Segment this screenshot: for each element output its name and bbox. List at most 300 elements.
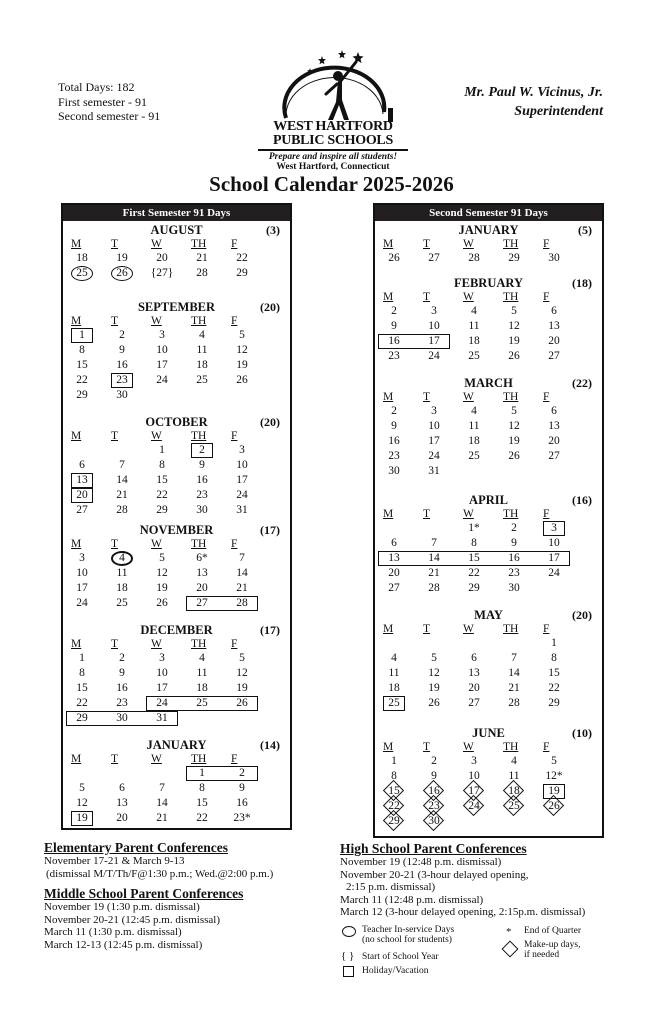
holiday-range-box [378, 551, 570, 566]
weekday-label: F [231, 753, 238, 765]
day-number: 6 [551, 305, 557, 317]
day-number: 15 [468, 552, 480, 564]
day-number: 19 [236, 682, 248, 694]
calendar-day [423, 581, 463, 596]
day-number: 5 [239, 652, 245, 664]
day-number: 4 [199, 652, 205, 664]
calendar-day [503, 681, 543, 696]
calendar-day [383, 319, 423, 334]
day-number: 29 [548, 697, 560, 709]
day-number: 1 [199, 767, 205, 779]
weekday-label: F [543, 741, 550, 753]
day-number: 2 [119, 652, 125, 664]
month-title [63, 300, 290, 314]
calendar-day [543, 404, 583, 419]
week-row [63, 666, 290, 681]
calendar-day [463, 304, 503, 319]
calendar-day [503, 769, 543, 784]
day-number: 2 [431, 755, 437, 767]
day-number: 4 [391, 652, 397, 664]
calendar-day [151, 503, 191, 518]
day-number: 8 [471, 537, 477, 549]
weekday-label: M [71, 238, 82, 250]
month-name: NOVEMBER [139, 523, 214, 537]
calendar-day [71, 551, 111, 566]
calendar-day [423, 419, 463, 434]
weekday-label: T [111, 638, 119, 650]
day-number: 15 [156, 474, 168, 486]
week-row [375, 696, 602, 711]
day-number: 1 [79, 652, 85, 664]
calendar-day [463, 434, 503, 449]
calendar-day [111, 596, 151, 611]
second-semester-days: Second semester - 91 [58, 109, 161, 123]
calendar-day [191, 581, 231, 596]
day-number: 22 [76, 374, 88, 386]
second-semester-title: Second Semester 91 Days [375, 205, 602, 221]
day-number: 16 [116, 359, 128, 371]
day-number: 26 [428, 697, 440, 709]
day-number: 26 [236, 697, 248, 709]
calendar-day [463, 581, 503, 596]
calendar-day [231, 488, 271, 503]
calendar-day [191, 328, 231, 343]
day-number: 5 [159, 552, 165, 564]
day-number: 25 [196, 697, 208, 709]
day-number: 12* [545, 770, 563, 782]
district-name-line2: PUBLIC SCHOOLS [258, 134, 408, 151]
superintendent-title: Superintendent [514, 104, 603, 119]
day-number: 6 [551, 405, 557, 417]
calendar-day [503, 334, 543, 349]
calendar-day [503, 566, 543, 581]
day-number: 2 [391, 405, 397, 417]
calendar-day [71, 811, 111, 826]
week-row [375, 404, 602, 419]
day-number: 12 [236, 344, 248, 356]
calendar-day [71, 343, 111, 358]
calendar-day [151, 811, 191, 826]
day-number: 4 [511, 755, 517, 767]
high-conferences-line: November 20-21 (3-hour delayed opening, [340, 868, 529, 881]
week-row [375, 814, 602, 829]
day-number: 15 [76, 359, 88, 371]
calendar-day [463, 681, 503, 696]
month-day-count: (18) [572, 276, 592, 290]
calendar-day [231, 328, 271, 343]
weekday-label: TH [503, 291, 519, 303]
weekday-label: F [231, 315, 238, 327]
day-number: 11 [116, 567, 128, 579]
day-number: 29 [508, 252, 520, 264]
calendar-day [191, 488, 231, 503]
first-semester-days: First semester - 91 [58, 94, 147, 109]
calendar-day [503, 349, 543, 364]
calendar-day [191, 681, 231, 696]
calendar-day [151, 796, 191, 811]
day-number: 20 [548, 335, 560, 347]
day-number: 8 [159, 459, 165, 471]
day-number: 6 [79, 459, 85, 471]
calendar-day [231, 666, 271, 681]
day-number: 9 [119, 344, 125, 356]
day-number: 27 [468, 697, 480, 709]
calendar-day [543, 696, 583, 711]
week-row [375, 419, 602, 434]
elementary-middle-conferences [44, 840, 344, 951]
calendar-day [503, 404, 543, 419]
calendar-day [543, 251, 583, 266]
legend-teacher-inservice-note: (no school for students) [362, 935, 452, 945]
day-number: 17 [156, 359, 168, 371]
weekday-label: M [71, 638, 82, 650]
calendar-day [191, 566, 231, 581]
calendar-day [71, 566, 111, 581]
empty-day [503, 636, 543, 651]
day-number: 25 [116, 597, 128, 609]
calendar-day [423, 449, 463, 464]
district-logo-icon [258, 42, 408, 122]
day-number: 21 [428, 567, 440, 579]
calendar-day [111, 796, 151, 811]
week-row [63, 443, 290, 458]
empty-day [151, 766, 191, 781]
day-number: 11 [508, 770, 520, 782]
weekday-label: W [151, 753, 162, 765]
holiday-range-box [66, 711, 178, 726]
day-number: 14 [156, 797, 168, 809]
month-name: FEBRUARY [453, 276, 523, 290]
month-day-count: (14) [260, 738, 280, 752]
weekday-label: W [463, 741, 474, 753]
week-row [63, 781, 290, 796]
calendar-day [111, 343, 151, 358]
day-number: 13 [116, 797, 128, 809]
calendar-day [151, 343, 191, 358]
day-number: 13 [548, 320, 560, 332]
weekday-label: TH [191, 753, 207, 765]
calendar-day [503, 666, 543, 681]
calendar-day [503, 521, 543, 536]
day-number: 28 [236, 597, 248, 609]
day-number: 27 [76, 504, 88, 516]
week-row [63, 811, 290, 826]
high-conferences-line: 2:15 p.m. dismissal) [346, 881, 436, 893]
calendar-day [231, 343, 271, 358]
weekday-label: F [231, 430, 238, 442]
calendar-day [383, 251, 423, 266]
day-number: 20 [196, 582, 208, 594]
week-row [63, 266, 290, 281]
calendar-day [463, 536, 503, 551]
day-number: 21 [508, 682, 520, 694]
weekday-label: TH [191, 538, 207, 550]
calendar-day [151, 358, 191, 373]
empty-day [111, 766, 151, 781]
calendar-day [71, 251, 111, 266]
day-number: 10 [156, 344, 168, 356]
day-number: 24 [156, 697, 168, 709]
month-title [375, 726, 602, 740]
calendar-day [503, 434, 543, 449]
day-number: 19 [543, 784, 565, 799]
day-number: 26 [156, 597, 168, 609]
month-february [375, 276, 602, 364]
calendar-day [543, 449, 583, 464]
middle-conferences-line: November 19 (1:30 p.m. dismissal) [44, 901, 200, 913]
middle-conferences-line: March 11 (1:30 p.m. dismissal) [44, 926, 182, 938]
week-row [63, 651, 290, 666]
calendar-day [543, 349, 583, 364]
month-title [63, 415, 290, 429]
month-title [63, 523, 290, 537]
calendar-day [423, 754, 463, 769]
day-number: 7 [159, 782, 165, 794]
calendar-day [231, 781, 271, 796]
calendar-day [383, 536, 423, 551]
calendar-day [231, 373, 271, 388]
week-row [375, 769, 602, 784]
weekday-label: T [423, 238, 431, 250]
calendar-day [463, 799, 503, 814]
day-number: 16 [116, 682, 128, 694]
calendar-day [463, 666, 503, 681]
weekday-header [63, 429, 290, 443]
weekday-label: T [111, 753, 119, 765]
day-number: 12 [508, 420, 520, 432]
day-number: 24 [428, 350, 440, 362]
calendar-day [191, 651, 231, 666]
day-number: 25 [196, 374, 208, 386]
day-number: 31 [236, 504, 248, 516]
day-number: 28 [196, 267, 208, 279]
calendar-day [423, 536, 463, 551]
day-number: 30 [388, 465, 400, 477]
calendar-day [71, 388, 111, 403]
month-march [375, 376, 602, 479]
calendar-day [463, 566, 503, 581]
day-number: 20 [388, 567, 400, 579]
day-number: 29 [236, 267, 248, 279]
calendar-day [383, 349, 423, 364]
weekday-label: F [231, 538, 238, 550]
calendar-day [191, 266, 231, 281]
month-day-count: (22) [572, 376, 592, 390]
day-number: 11 [196, 667, 208, 679]
day-number: 16 [388, 335, 400, 347]
day-number: 21 [156, 812, 168, 824]
weekday-label: M [383, 391, 394, 403]
day-number: 23 [111, 373, 133, 388]
empty-day [231, 711, 271, 726]
day-number: 27 [548, 450, 560, 462]
day-number: 3 [159, 329, 165, 341]
empty-day [191, 388, 231, 403]
empty-day [463, 814, 503, 829]
month-day-count: (5) [578, 223, 592, 237]
empty-day [71, 443, 111, 458]
calendar-day [191, 666, 231, 681]
first-semester-panel [61, 203, 292, 830]
calendar-day [111, 503, 151, 518]
day-number: 30 [508, 582, 520, 594]
day-number: 12 [76, 797, 88, 809]
day-number: 2 [391, 305, 397, 317]
calendar-day [191, 796, 231, 811]
day-number: 8 [199, 782, 205, 794]
legend-makeup-note: if needed [524, 950, 560, 960]
calendar-day [231, 251, 271, 266]
day-number: 10 [548, 537, 560, 549]
day-number: 19 [428, 682, 440, 694]
calendar-day [543, 334, 583, 349]
calendar-day [191, 473, 231, 488]
empty-day [463, 636, 503, 651]
calendar-day [71, 458, 111, 473]
day-number: 18 [468, 435, 480, 447]
day-number: 23 [116, 697, 128, 709]
calendar-day [191, 343, 231, 358]
day-number: 13 [468, 667, 480, 679]
calendar-day [151, 373, 191, 388]
week-row [375, 304, 602, 319]
calendar-day [71, 266, 111, 281]
calendar-day [503, 581, 543, 596]
day-number: 28 [508, 697, 520, 709]
high-conferences-title: High School Parent Conferences [340, 841, 527, 856]
day-number: 31 [156, 712, 168, 724]
month-day-count: (20) [260, 300, 280, 314]
calendar-day [383, 581, 423, 596]
day-number: 2 [239, 767, 245, 779]
month-day-count: (17) [260, 523, 280, 537]
day-number: 8 [79, 344, 85, 356]
month-title [375, 276, 602, 290]
first-semester-title: First Semester 91 Days [63, 205, 290, 221]
calendar-day [423, 784, 463, 799]
day-number: 22 [383, 799, 405, 814]
day-number: 25 [503, 799, 525, 814]
day-number: 23 [388, 450, 400, 462]
week-row [375, 464, 602, 479]
month-may [375, 608, 602, 711]
month-december [63, 623, 290, 726]
calendar-day [191, 503, 231, 518]
calendar-day [463, 251, 503, 266]
month-name: SEPTEMBER [137, 300, 216, 314]
weekday-label: F [543, 291, 550, 303]
day-number: 17 [76, 582, 88, 594]
week-row [375, 251, 602, 266]
calendar-day [231, 443, 271, 458]
calendar-day [463, 521, 503, 536]
day-number: 22 [236, 252, 248, 264]
calendar-day [423, 666, 463, 681]
calendar-day [543, 784, 583, 799]
weekday-header [63, 637, 290, 651]
month-name: DECEMBER [140, 623, 213, 637]
week-row [63, 251, 290, 266]
weekday-label: W [463, 623, 474, 635]
month-title [375, 376, 602, 390]
calendar-day [423, 681, 463, 696]
calendar-day [231, 473, 271, 488]
calendar-day [151, 443, 191, 458]
calendar-day [191, 443, 231, 458]
weekday-label: F [231, 638, 238, 650]
day-number: 24 [463, 799, 485, 814]
calendar-day [463, 784, 503, 799]
calendar-day [503, 536, 543, 551]
week-row [375, 434, 602, 449]
day-number: 13 [71, 473, 93, 488]
holiday-range-box [146, 696, 258, 711]
day-number: 1 [71, 328, 93, 343]
day-number: 23 [508, 567, 520, 579]
day-number: 24 [428, 450, 440, 462]
day-number: 19 [508, 335, 520, 347]
day-number: 11 [388, 667, 400, 679]
weekday-label: F [543, 391, 550, 403]
week-row [63, 458, 290, 473]
day-number: 3 [159, 652, 165, 664]
empty-day [383, 521, 423, 536]
weekday-label: F [543, 238, 550, 250]
calendar-day [503, 304, 543, 319]
calendar-day [423, 464, 463, 479]
district-logo [258, 42, 408, 172]
day-number: 3 [79, 552, 85, 564]
empty-day [383, 636, 423, 651]
calendar-day [383, 754, 423, 769]
calendar-day [423, 304, 463, 319]
legend-start-label: Start of School Year [362, 952, 439, 962]
superintendent-name: Mr. Paul W. Vicinus, Jr. [464, 85, 603, 100]
day-number: 19 [236, 359, 248, 371]
empty-day [191, 711, 231, 726]
calendar-day [231, 358, 271, 373]
legend-quarter-label: End of Quarter [524, 926, 581, 936]
calendar-day [231, 266, 271, 281]
month-june [375, 726, 602, 829]
day-number: 22 [196, 812, 208, 824]
day-number: 11 [468, 320, 480, 332]
elementary-conferences-line: (dismissal M/T/Th/F@1:30 p.m.; Wed.@2:00 p.m.) [46, 867, 274, 880]
month-january [375, 223, 602, 266]
day-number: 7 [431, 537, 437, 549]
calendar-day [503, 651, 543, 666]
calendar-day [543, 769, 583, 784]
day-number: 17 [156, 682, 168, 694]
day-number: 20 [156, 252, 168, 264]
calendar-day [383, 799, 423, 814]
day-number: 29 [383, 814, 405, 829]
calendar-day [383, 814, 423, 829]
calendar-day [543, 666, 583, 681]
school-days-summary [58, 80, 160, 124]
day-number: 9 [119, 667, 125, 679]
calendar-day [423, 251, 463, 266]
calendar-day [503, 449, 543, 464]
calendar-day [543, 799, 583, 814]
day-number: 8 [551, 652, 557, 664]
day-number: 16 [508, 552, 520, 564]
month-name: APRIL [469, 493, 508, 507]
calendar-day [151, 488, 191, 503]
weekday-label: TH [191, 638, 207, 650]
day-number: 14 [236, 567, 248, 579]
weekday-label: F [543, 623, 550, 635]
